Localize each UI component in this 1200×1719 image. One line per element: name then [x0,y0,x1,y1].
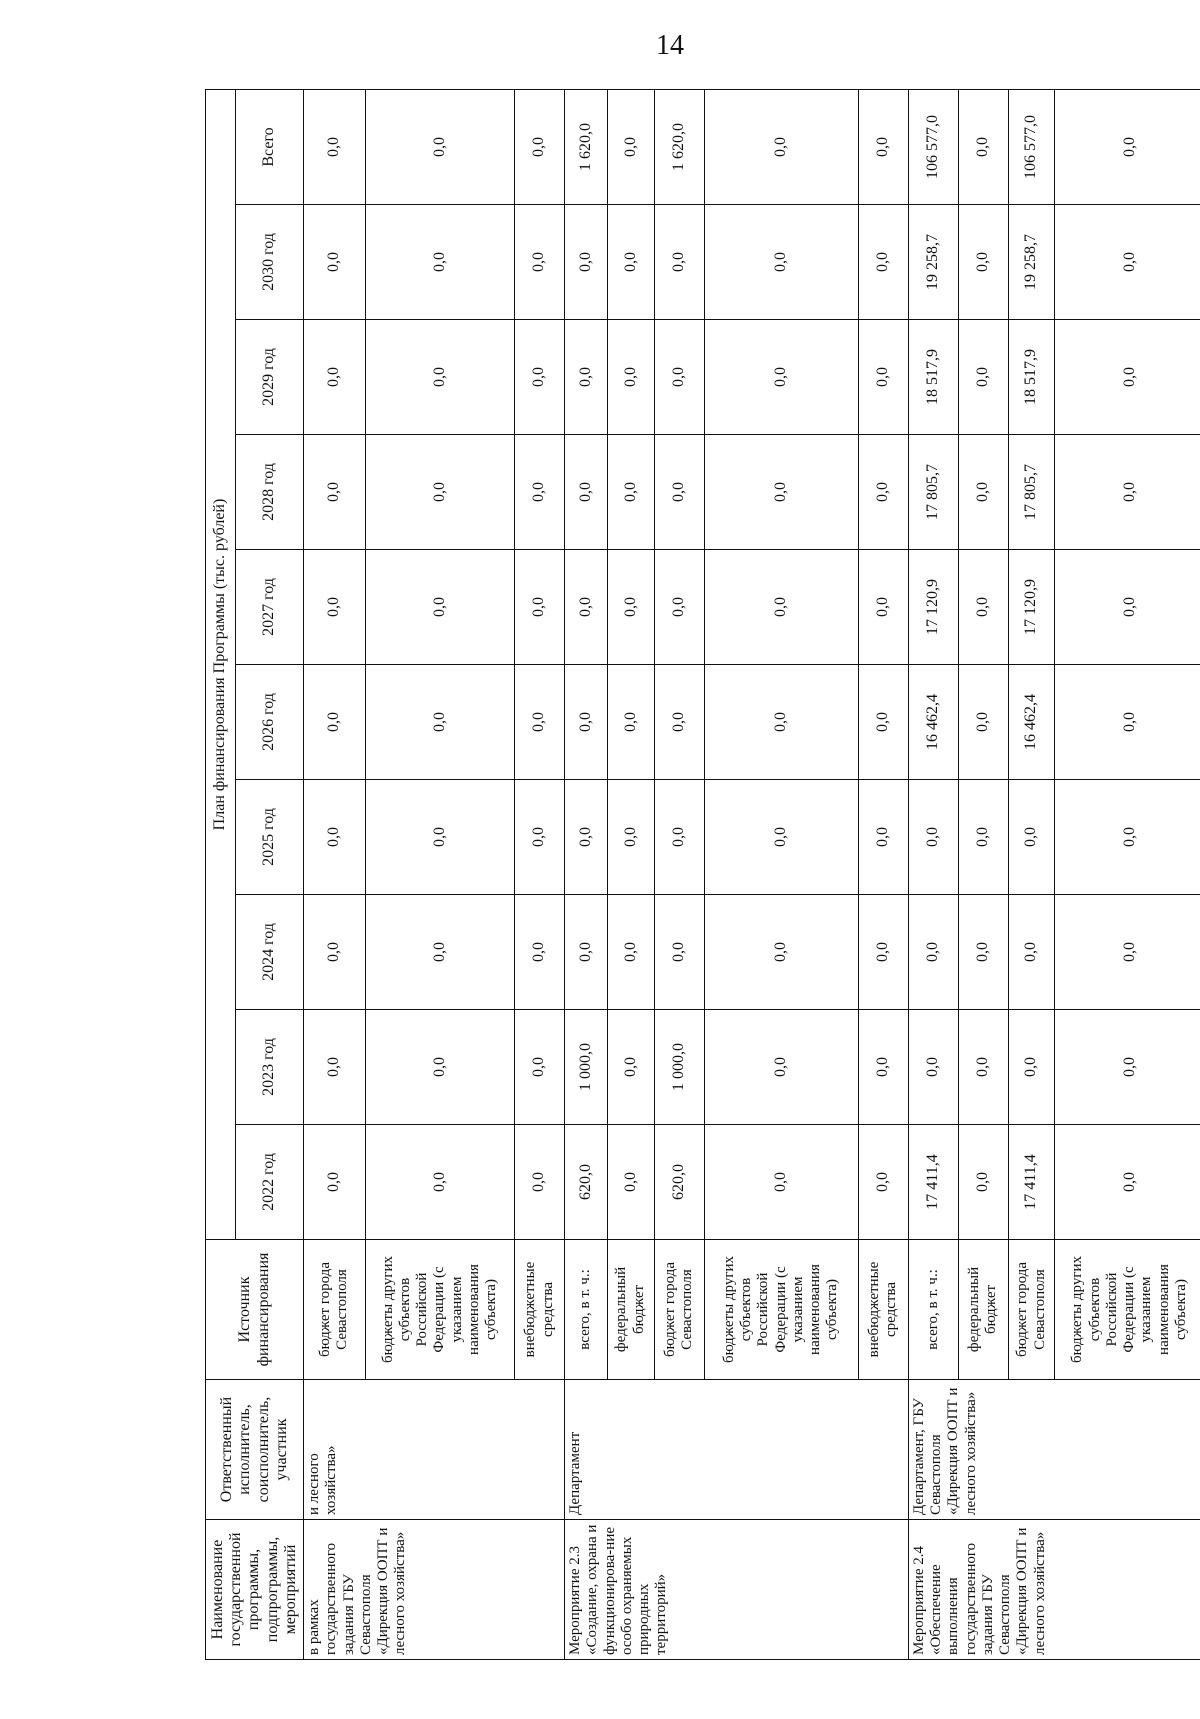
value-cell: 0,0 [607,895,654,1010]
value-cell: 0,0 [304,320,366,435]
header-year: 2029 год [236,320,304,435]
value-cell: 1 000,0 [565,1010,608,1125]
value-cell: 0,0 [515,1010,565,1125]
value-cell: 0,0 [1055,89,1200,204]
header-year: 2025 год [236,780,304,895]
funding-source: бюджет города Севастополя [1008,1240,1055,1380]
funding-source: федеральный бюджет [958,1240,1008,1380]
value-cell: 0,0 [515,89,565,204]
value-cell: 0,0 [704,550,858,665]
value-cell: 0,0 [654,320,704,435]
value-cell: 0,0 [515,1125,565,1240]
value-cell: 0,0 [365,780,514,895]
value-cell: 620,0 [565,1125,608,1240]
value-cell: 0,0 [515,665,565,780]
value-cell: 0,0 [1055,895,1200,1010]
value-cell: 0,0 [1055,550,1200,665]
value-cell: 0,0 [958,665,1008,780]
value-cell: 0,0 [607,435,654,550]
funding-source: внебюджетные средства [515,1240,565,1380]
funding-source: всего, в т. ч.: [565,1240,608,1380]
value-cell: 0,0 [304,780,366,895]
value-cell: 0,0 [958,435,1008,550]
value-cell: 0,0 [958,780,1008,895]
value-cell: 0,0 [304,435,366,550]
value-cell: 0,0 [858,895,908,1010]
value-cell: 0,0 [958,89,1008,204]
funding-source: федеральный бюджет [607,1240,654,1380]
value-cell: 0,0 [1008,780,1055,895]
value-cell: 0,0 [607,89,654,204]
rotated-table-container [205,90,1200,1660]
value-cell: 0,0 [654,435,704,550]
responsible-executor: Департамент [565,1380,909,1520]
value-cell: 0,0 [1055,205,1200,320]
value-cell: 0,0 [304,550,366,665]
value-cell: 0,0 [1055,1125,1200,1240]
value-cell: 0,0 [365,205,514,320]
value-cell: 0,0 [704,780,858,895]
funding-source: бюджет города Севастополя [654,1240,704,1380]
table-header [206,89,304,1659]
value-cell: 0,0 [1055,1010,1200,1125]
value-cell: 0,0 [565,895,608,1010]
value-cell: 0,0 [704,435,858,550]
value-cell: 0,0 [304,895,366,1010]
value-cell: 16 462,4 [908,665,958,780]
value-cell: 0,0 [607,1125,654,1240]
value-cell: 0,0 [858,205,908,320]
value-cell: 106 577,0 [908,89,958,204]
value-cell: 17 805,7 [908,435,958,550]
value-cell: 0,0 [515,780,565,895]
value-cell: 106 577,0 [1008,89,1055,204]
header-source: Источник финансирования [206,1240,304,1380]
value-cell: 0,0 [565,205,608,320]
value-cell: 0,0 [565,320,608,435]
value-cell: 0,0 [704,665,858,780]
value-cell: 0,0 [365,1125,514,1240]
funding-source: бюджеты других субъектов Российской Федерации (с указанием наименования субъекта) [704,1240,858,1380]
value-cell: 17 120,9 [908,550,958,665]
value-cell: 0,0 [365,89,514,204]
value-cell: 0,0 [654,205,704,320]
value-cell: 0,0 [607,320,654,435]
value-cell: 0,0 [858,1010,908,1125]
value-cell: 0,0 [858,1125,908,1240]
value-cell: 0,0 [858,320,908,435]
header-year: Всего [236,89,304,204]
page-number: 14 [656,30,684,61]
header-year: 2022 год [236,1125,304,1240]
funding-source: бюджет города Севастополя [304,1240,366,1380]
value-cell: 0,0 [1055,665,1200,780]
value-cell: 19 258,7 [908,205,958,320]
value-cell: 17 805,7 [1008,435,1055,550]
value-cell: 0,0 [365,895,514,1010]
value-cell: 0,0 [704,1125,858,1240]
header-year: 2026 год [236,665,304,780]
value-cell: 0,0 [958,1010,1008,1125]
value-cell: 0,0 [908,1010,958,1125]
value-cell: 0,0 [858,550,908,665]
header-responsible: Ответственный исполнитель, соисполнитель, участник [206,1380,304,1520]
table-body [304,89,1200,1659]
value-cell: 0,0 [1055,320,1200,435]
measure-name: в рамках государственного задания ГБУ Севастополя «Дирекция ООПТ и лесного хозяйства» [304,1520,565,1660]
value-cell: 0,0 [704,1010,858,1125]
value-cell: 0,0 [304,1125,366,1240]
value-cell: 0,0 [365,320,514,435]
value-cell: 0,0 [304,89,366,204]
value-cell: 0,0 [365,435,514,550]
value-cell: 0,0 [565,435,608,550]
value-cell: 0,0 [565,550,608,665]
value-cell: 17 411,4 [908,1125,958,1240]
funding-source: бюджеты других субъектов Российской Федерации (с указанием наименования субъекта) [1055,1240,1200,1380]
header-year: 2023 год [236,1010,304,1125]
table-row [908,89,958,1659]
header-year: 2024 год [236,895,304,1010]
value-cell: 0,0 [515,550,565,665]
responsible-executor: Департамент, ГБУ Севастополя «Дирекция ООПТ и лесного хозяйства» [908,1380,1200,1520]
value-cell: 1 000,0 [654,1010,704,1125]
value-cell: 1 620,0 [565,89,608,204]
measure-name: Мероприятие 2.4 «Обеспечение выполнения государственного задания ГБУ Севастополя «Дирекция ООПТ и лесного хозяйства» [908,1520,1200,1660]
value-cell: 18 517,9 [908,320,958,435]
value-cell: 17 411,4 [1008,1125,1055,1240]
value-cell: 0,0 [908,895,958,1010]
value-cell: 0,0 [515,895,565,1010]
header-name: Наименование государственной программы, подпрограммы, мероприятий [206,1520,304,1660]
value-cell: 0,0 [704,205,858,320]
value-cell: 0,0 [1008,895,1055,1010]
value-cell: 0,0 [654,895,704,1010]
value-cell: 0,0 [958,895,1008,1010]
funding-source: всего, в т. ч.: [908,1240,958,1380]
responsible-executor: и лесного хозяйства» [304,1380,565,1520]
header-year: 2028 год [236,435,304,550]
value-cell: 0,0 [958,550,1008,665]
value-cell: 0,0 [704,320,858,435]
value-cell: 0,0 [858,665,908,780]
value-cell: 0,0 [958,1125,1008,1240]
value-cell: 0,0 [304,1010,366,1125]
value-cell: 0,0 [515,435,565,550]
value-cell: 0,0 [304,205,366,320]
header-year: 2030 год [236,205,304,320]
value-cell: 0,0 [607,205,654,320]
value-cell: 0,0 [958,205,1008,320]
value-cell: 0,0 [958,320,1008,435]
value-cell: 620,0 [654,1125,704,1240]
value-cell: 0,0 [908,780,958,895]
value-cell: 0,0 [858,435,908,550]
value-cell: 0,0 [565,780,608,895]
value-cell: 16 462,4 [1008,665,1055,780]
value-cell: 0,0 [515,205,565,320]
value-cell: 0,0 [365,550,514,665]
value-cell: 18 517,9 [1008,320,1055,435]
funding-source: внебюджетные средства [858,1240,908,1380]
value-cell: 0,0 [1055,780,1200,895]
value-cell: 0,0 [704,89,858,204]
header-year: 2027 год [236,550,304,665]
value-cell: 0,0 [858,780,908,895]
value-cell: 0,0 [1008,1010,1055,1125]
value-cell: 0,0 [607,665,654,780]
value-cell: 0,0 [515,320,565,435]
header-plan: План финансирования Программы (тыс. рублей) [206,89,236,1239]
value-cell: 0,0 [365,665,514,780]
value-cell: 0,0 [654,550,704,665]
value-cell: 0,0 [858,89,908,204]
value-cell: 0,0 [304,665,366,780]
value-cell: 19 258,7 [1008,205,1055,320]
value-cell: 0,0 [365,1010,514,1125]
value-cell: 1 620,0 [654,89,704,204]
value-cell: 0,0 [565,665,608,780]
financing-table [205,89,1200,1660]
value-cell: 0,0 [607,550,654,665]
value-cell: 0,0 [654,665,704,780]
table-row [565,89,608,1659]
value-cell: 17 120,9 [1008,550,1055,665]
value-cell: 0,0 [1055,435,1200,550]
measure-name: Мероприятие 2.3 «Создание, охрана и функционирова-ние особо охраняемых природных территорий» [565,1520,909,1660]
table-row [304,89,366,1659]
funding-source: бюджеты других субъектов Российской Федерации (с указанием наименования субъекта) [365,1240,514,1380]
value-cell: 0,0 [704,895,858,1010]
value-cell: 0,0 [607,1010,654,1125]
value-cell: 0,0 [654,780,704,895]
value-cell: 0,0 [607,780,654,895]
